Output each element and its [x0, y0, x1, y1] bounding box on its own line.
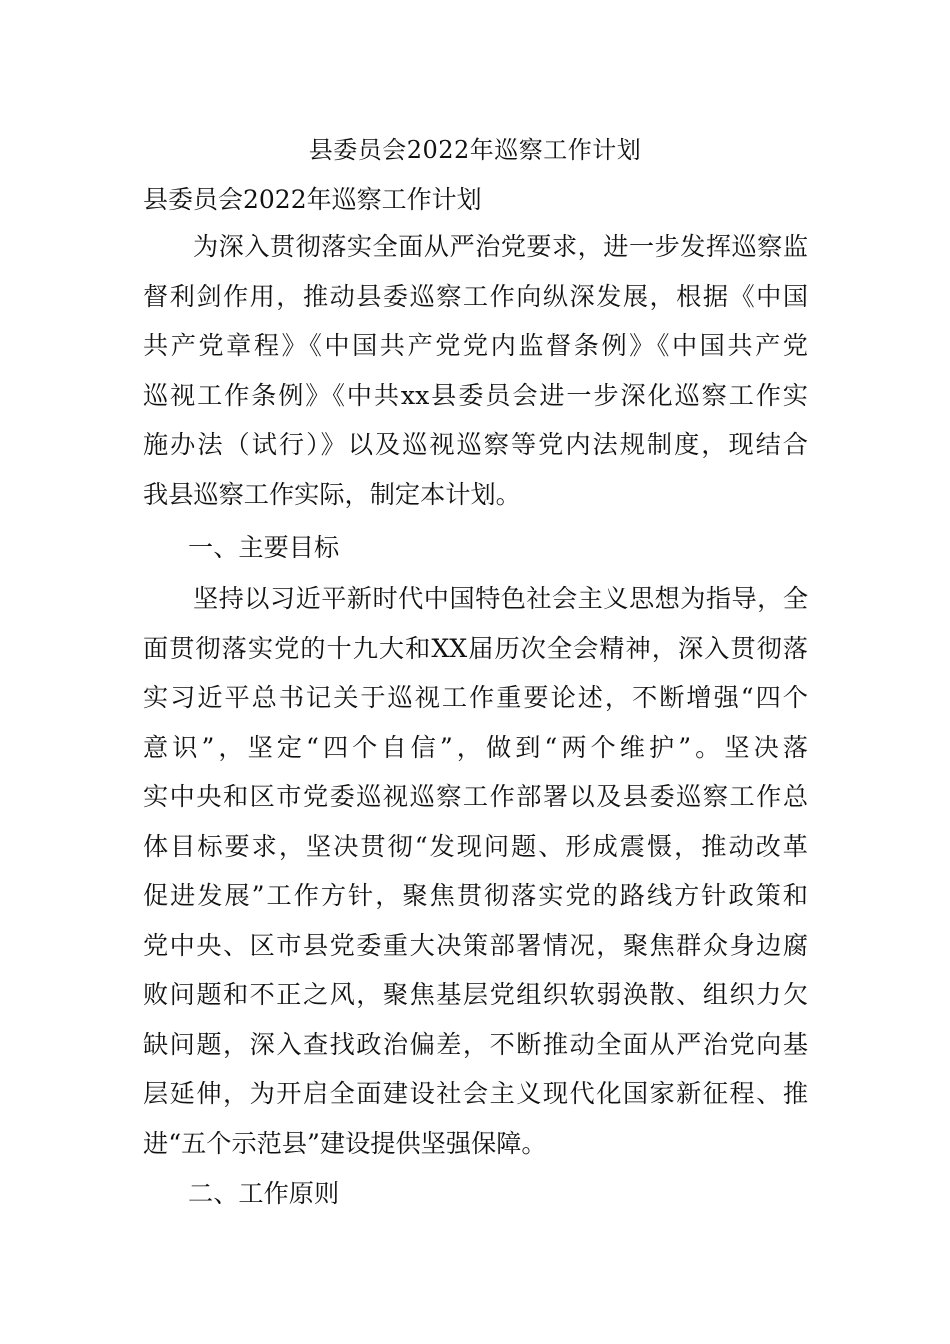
paragraph-line: 促进发展”工作方针，聚焦贯彻落实党的路线方针政策和	[143, 881, 808, 910]
paragraph-line: 督利剑作用，推动县委巡察工作向纵深发展，根据《中国	[143, 281, 808, 311]
paragraph-line: 巡视工作条例》《中共xx县委员会进一步深化巡察工作实	[143, 380, 808, 410]
paragraph-line: 进“五个示范县”建设提供坚强保障。	[143, 1128, 547, 1158]
paragraph-line: 党中央、区市县党委重大决策部署情况，聚焦群众身边腐	[143, 930, 808, 960]
paragraph-line: 意识”，坚定“四个自信”，做到“两个维护”。坚决落	[143, 732, 808, 762]
paragraph-line: 施办法（试行）》以及巡视巡察等党内法规制度，现结合	[143, 430, 808, 459]
paragraph-line: 为深入贯彻落实全面从严治党要求，进一步发挥巡察监	[193, 232, 808, 261]
paragraph-line: 缺问题，深入查找政治偏差，不断推动全面从严治党向基	[143, 1029, 808, 1059]
paragraph-line: 败问题和不正之风，聚焦基层党组织软弱涣散、组织力欠	[143, 980, 808, 1009]
paragraph-line: 层延伸，为开启全面建设社会主义现代化国家新征程、推	[143, 1079, 808, 1108]
paragraph-line: 面贯彻落实党的十九大和XX届历次全会精神，深入贯彻落	[143, 633, 808, 663]
main-goals-paragraph	[143, 574, 808, 1168]
paragraph-line: 体目标要求，坚决贯彻“发现问题、形成震慑，推动改革	[143, 831, 808, 861]
document-title: 县委员会2022年巡察工作计划	[308, 136, 642, 164]
paragraph-line: 共产党章程》《中国共产党党内监督条例》《中国共产党	[143, 331, 808, 360]
paragraph-line: 我县巡察工作实际，制定本计划。	[143, 479, 521, 509]
paragraph-line: 实习近平总书记关于巡视工作重要论述，不断增强“四个	[143, 683, 808, 712]
section-heading-work-principles: 二、工作原则	[188, 1179, 340, 1208]
document-subtitle: 县委员会2022年巡察工作计划	[143, 185, 482, 214]
paragraph-line: 实中央和区市党委巡视巡察工作部署以及县委巡察工作总	[143, 782, 808, 811]
intro-paragraph	[143, 222, 808, 519]
paragraph-line: 坚持以习近平新时代中国特色社会主义思想为指导，全	[193, 584, 808, 613]
section-heading-main-goals: 一、主要目标	[188, 533, 340, 562]
